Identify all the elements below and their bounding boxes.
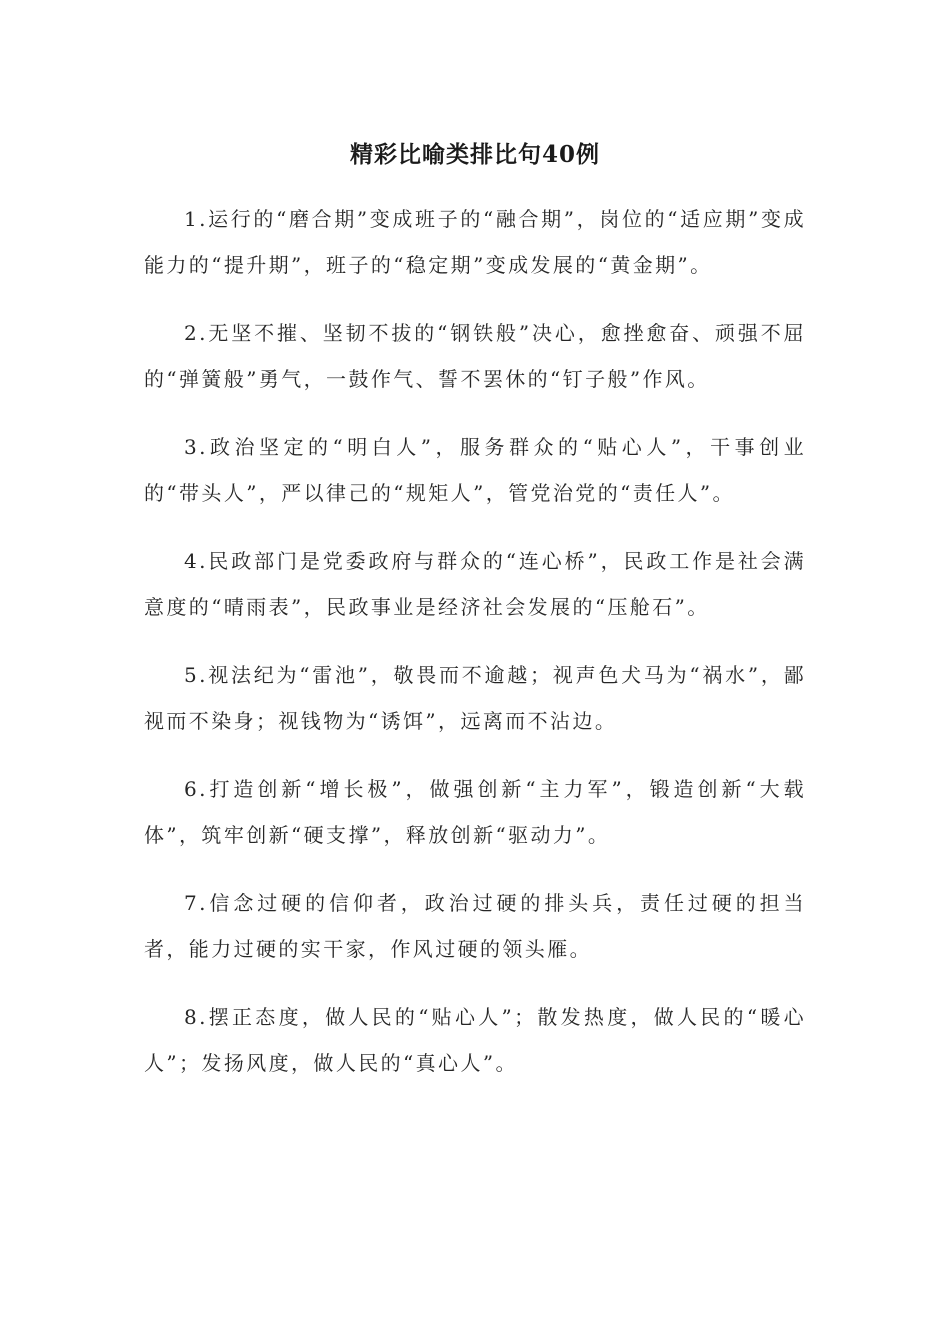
paragraph-6: 6.打造创新“增长极”，做强创新“主力军”，锻造创新“大载体”，筑牢创新“硬支撑”，释放创新“驱动力”。 [144,777,806,847]
paragraph-8: 8.摆正态度，做人民的“贴心人”；散发热度，做人民的“暖心人”；发扬风度，做人民的“真心人”。 [144,1005,806,1075]
paragraph-2: 2.无坚不摧、坚韧不拔的“钢铁般”决心，愈挫愈奋、顽强不屈的“弹簧般”勇气，一鼓作气、誓不罢休的“钉子般”作风。 [144,321,806,391]
document-title: 精彩比喻类排比句40例 [349,141,600,168]
paragraph-3: 3.政治坚定的“明白人”，服务群众的“贴心人”，干事创业的“带头人”，严以律己的“规矩人”，管党治党的“责任人”。 [144,435,806,505]
document-body [144,196,806,1108]
paragraph-1: 1.运行的“磨合期”变成班子的“融合期”，岗位的“适应期”变成能力的“提升期”，班子的“稳定期”变成发展的“黄金期”。 [144,207,806,277]
paragraph-5: 5.视法纪为“雷池”，敬畏而不逾越；视声色犬马为“祸水”，鄙视而不染身；视钱物为“诱饵”，远离而不沾边。 [144,663,806,733]
paragraph-7: 7.信念过硬的信仰者，政治过硬的排头兵，责任过硬的担当者，能力过硬的实干家，作风过硬的领头雁。 [144,891,806,961]
paragraph-4: 4.民政部门是党委政府与群众的“连心桥”，民政工作是社会满意度的“晴雨表”，民政事业是经济社会发展的“压舱石”。 [144,549,806,619]
